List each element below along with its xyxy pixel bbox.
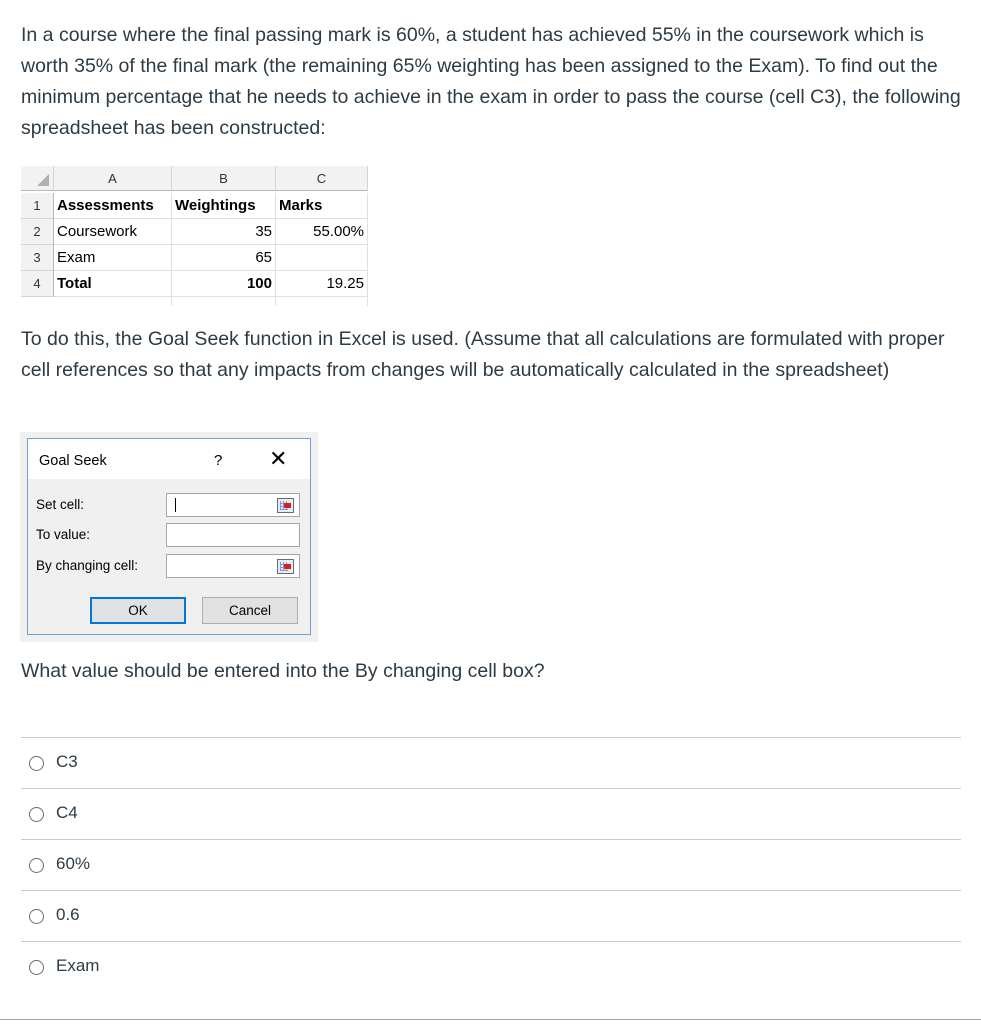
answer-label: C3 xyxy=(56,752,78,771)
radio-button[interactable] xyxy=(29,960,44,975)
changing-cell-label: By changing cell: xyxy=(36,558,139,573)
answer-list xyxy=(21,737,961,992)
dialog-title: Goal Seek xyxy=(39,453,107,469)
row-header-4: 4 xyxy=(21,271,54,297)
cell-a1: Assessments xyxy=(54,193,172,219)
answer-label: C4 xyxy=(56,803,78,822)
range-select-icon[interactable] xyxy=(277,498,294,513)
row-header-2: 2 xyxy=(21,219,54,245)
cell-a4: Total xyxy=(54,271,172,297)
answer-option[interactable] xyxy=(21,737,961,788)
cell-b3: 65 xyxy=(172,245,276,271)
cell-b1: Weightings xyxy=(172,193,276,219)
row-header-3: 3 xyxy=(21,245,54,271)
to-value-input[interactable] xyxy=(166,523,300,547)
goal-seek-dialog xyxy=(27,438,311,635)
column-header-c: C xyxy=(276,166,368,191)
question-prompt: What value should be entered into the By changing cell box? xyxy=(21,660,545,682)
set-cell-label: Set cell: xyxy=(36,497,85,512)
answer-option[interactable] xyxy=(21,890,961,941)
cell-c2: 55.00% xyxy=(276,219,368,245)
answer-option[interactable] xyxy=(21,839,961,890)
radio-button[interactable] xyxy=(29,858,44,873)
select-all-corner xyxy=(21,166,54,191)
close-icon[interactable]: ✕ xyxy=(269,446,288,471)
cell-c4: 19.25 xyxy=(276,271,368,297)
set-cell-input[interactable] xyxy=(166,493,300,517)
cell-b4: 100 xyxy=(172,271,276,297)
dialog-title-bar xyxy=(28,439,310,479)
column-header-b: B xyxy=(172,166,276,191)
ok-button[interactable]: OK xyxy=(90,597,186,624)
text-caret xyxy=(175,498,176,512)
column-header-a: A xyxy=(54,166,172,191)
goal-seek-instructions: To do this, the Goal Seek function in Excel is used. (Assume that all calculations are formulated with proper cell references so that any impacts from changes will be automatically calculated in the spreadsheet) xyxy=(21,328,945,381)
answer-option[interactable] xyxy=(21,788,961,839)
answer-label: 60% xyxy=(56,854,91,873)
divider xyxy=(0,1019,981,1020)
cell-b2: 35 xyxy=(172,219,276,245)
radio-button[interactable] xyxy=(29,756,44,771)
question-intro: In a course where the final passing mark is 60%, a student has achieved 55% in the coursework which is worth 35% of the final mark (the remaining 65% weighting has been assigned to the Exam). To find out the minimum percentage that he needs to achieve in the exam in order to pass the course (cell C3), the following spreadsheet has been constructed: xyxy=(21,24,961,139)
answer-label: Exam xyxy=(56,956,100,975)
cell-c3 xyxy=(276,245,368,271)
help-icon[interactable]: ? xyxy=(214,452,223,469)
to-value-label: To value: xyxy=(36,527,91,542)
radio-button[interactable] xyxy=(29,909,44,924)
cell-a3: Exam xyxy=(54,245,172,271)
cell-a2: Coursework xyxy=(54,219,172,245)
range-select-icon[interactable] xyxy=(277,559,294,574)
spreadsheet xyxy=(21,166,368,306)
answer-option[interactable] xyxy=(21,941,961,992)
answer-label: 0.6 xyxy=(56,905,80,924)
changing-cell-input[interactable] xyxy=(166,554,300,578)
radio-button[interactable] xyxy=(29,807,44,822)
cell-c1: Marks xyxy=(276,193,368,219)
cancel-button[interactable]: Cancel xyxy=(202,597,298,624)
row-header-1: 1 xyxy=(21,193,54,219)
